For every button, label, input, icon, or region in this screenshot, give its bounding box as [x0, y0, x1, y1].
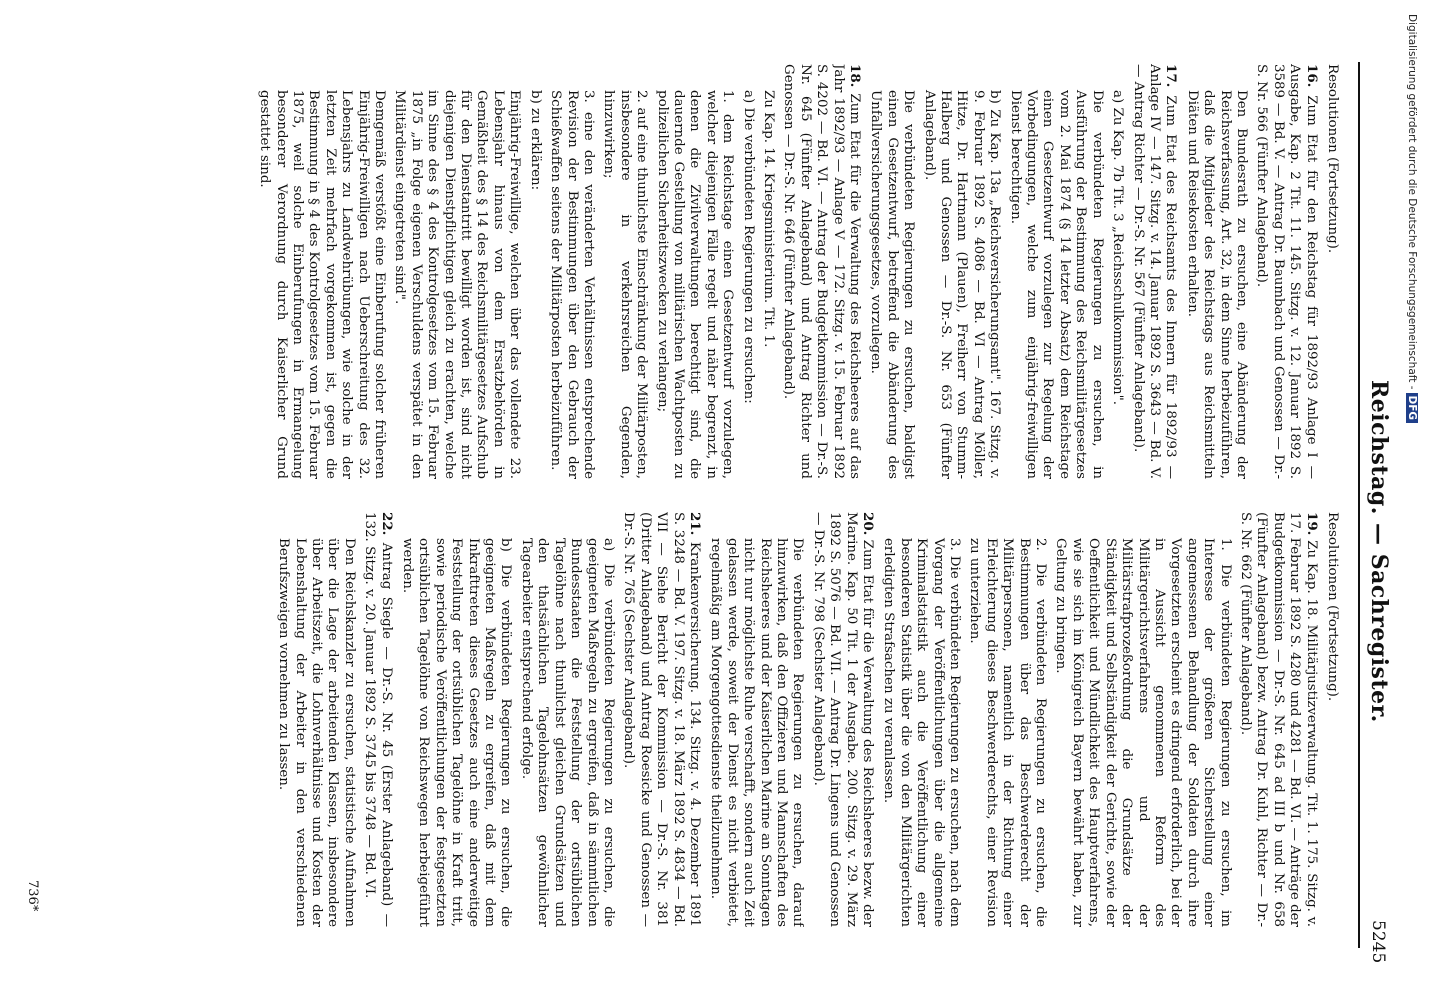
text-paragraph	[256, 90, 387, 479]
paragraph-text: Krankenversicherung. 134. Sitzg. v. 4. Dezember 1891 S. 3248 — Bd. V. 197. Sitzg. v. 18. März 1892 S. 4834 — Bd. VII — Siehe Bericht der Kommission — Dr.-S. Nr. 381 (Dritter Anlageband) und Antrag Roesicke und Genossen — Dr.-S. Nr. 765 (Sechster Anlageband).	[621, 512, 702, 927]
paragraph-text: Zum Etat für die Verwaltung des Reichsheeres auf das Jahr 1892/93 — Anlage V — 172. Sitzg. v. 15. Februar 1892 S. 4202 — Bd. VI. — Antrag der Budgetkommission — Dr.-S. Nr. 645 (Fünfter Anlageband) und Antrag Richter und Genossen — Dr.-S. Nr. 646 (Fünfter Anlageband).	[781, 64, 863, 479]
paragraph-text: Den Reichskanzler zu ersuchen, statistische Aufnahmen über die Lage der arbeitenden Klassen, insbesondere über Arbeitszeit, die Lohnverhältnisse und Kosten der Lebenshaltung der Arbeiter in den verschiedenen Berufszweigen vornehmen zu lassen.	[276, 538, 357, 927]
paragraph-text: a) Die verbündeten Regierungen zu ersuchen:	[740, 90, 756, 404]
paragraph-text: 3. Die verbündeten Regierungen zu ersuchen, nach dem Vorgang der Veröffentlichungen über die allgemeine Kriminalstatistik auch die Veröffentlichung einer besonderen Statistik über die von den Militärgerichten erledigten Strafsachen zu veranlassen.	[881, 538, 963, 927]
item-number: 22.	[378, 512, 395, 536]
text-paragraph	[547, 90, 596, 479]
text-paragraph	[1006, 90, 1104, 479]
paragraph-text: Antrag Siegle — Dr.-S. Nr. 45 (Erster Anlageband) — 132. Sitzg. v. 20. Januar 1892 S. 3745 bis 3748 — Bd. VI.	[362, 512, 394, 927]
text-paragraph	[600, 90, 649, 479]
text-paragraph	[1324, 512, 1340, 927]
paragraph-text: 2. auf eine thunlichste Einschränkung der Militärposten, insbesondere in verkehrsreichen Gegenden, hinzuwirken;	[601, 90, 650, 479]
text-paragraph	[920, 90, 1002, 479]
signature-mark: 736*	[25, 880, 40, 912]
paragraph-text: b) zu erklären:	[527, 90, 543, 191]
paragraph-text: Demgemäß verstößt eine Einberufung solcher früheren Einjährig-Freiwilligen nach Ueberschreitung des 32. Lebensjahrs zu Landwehrübungen, wie solche in der letzten Zeit mehrfach vorgekommen ist, gegen die Bestimmung in § 4 des Kontrolgesetzes vom 15. Februar 1875, weil solche Einberufungen in Ermangelung besonderer Verordnung durch Kaiserlicher Grund gestattet sind.	[257, 90, 388, 479]
item-number: 20.	[860, 512, 877, 536]
item-number: 19.	[1303, 512, 1320, 536]
text-paragraph	[1052, 538, 1232, 927]
paragraph-text: Den Bundesrath zu ersuchen, eine Abänderung der Reichsverfassung, Art. 32, in dem Sinne herbeizuführen, daß die Mitglieder des Reichstags aus Reichsmitteln Diäten und Reisekosten erhalten.	[1184, 90, 1249, 479]
text-paragraph	[275, 538, 357, 927]
page-header: Reichstag. — Sachregister.	[1366, 380, 1392, 723]
paragraph-text: Einjährig-Freiwillige, welchen über das vollendete 23. Lebensjahr hinaus von dem Ersatzbehörden in Gemäßheit des § 14 des Reichsmilitärgesetzes Aufschub für den Dienstantritt bewilligt worden ist, sind nicht diejenigen Dienstpflichtigen gleich zu erachten, welche im Sinne des § 4 des Kontrolgesetzes vom 15. Februar 1875 „in Folge eigenen Verschuldens verspätet in den Militärdienst eingetreten sind".	[392, 90, 523, 479]
item-number: 18.	[847, 64, 864, 88]
text-paragraph	[867, 90, 916, 479]
page-number: 5245	[1368, 920, 1388, 964]
paragraph-text: 3. eine den veränderten Verhältnissen entsprechende Revision der Bestimmungen über den Gebrauch der Schießwaffen seitens der Militärposten herbeizuführen.	[548, 90, 596, 479]
paragraph-text: Zum Etat für die Verwaltung des Reichsheeres bezw. der Marine. Kap. 50 Tit. 1 der Ausgabe. 200. Sitzg. v. 29. März 1892 S. 5076 — Bd. VII. — Antrag Dr. Lingens und Genossen — Dr.-S. Nr. 798 (Sechster Anlageband).	[810, 512, 876, 927]
paragraph-text: b) Zu Kap. 13a „Reichsversicherungsamt". 167. Sitzg. v. 9. Februar 1892 S. 4086 — Bd. VI — Antrag Möller, Hitze, Dr. Hartmann (Plauen), Freiherr von Stumm-Halberg und Genossen — Dr.-S. Nr. 653 (Fünfter Anlageband).	[921, 90, 1003, 479]
left-column	[125, 64, 1340, 479]
paragraph-text: Zum Etat des Reichsamts des Innern für 1892/93 — Anlage IV — 147. Sitzg. v. 14. Januar 1892 S. 3643 — Bd. V. — Antrag Richter — Dr.-S. Nr. 567 (Fünfter Anlageband).	[1130, 64, 1179, 479]
paragraph-text: a) Die verbündeten Regierungen zu ersuchen, die geeigneten Maßregeln zu ergreifen, daß in sämmtlichen Bundesstaaten die Feststellung der ortsüblichen Tagelöhne nach thunlichst gleichen Grundsätzen und den thatsächlichen Tagelohnsätzen gewöhnlicher Tagearbeiter entsprechend erfolge.	[518, 538, 616, 927]
text-paragraph	[1237, 512, 1320, 927]
text-paragraph	[739, 90, 755, 479]
text-paragraph	[1324, 64, 1340, 479]
paragraph-text: Resolutionen (Fortsetzung).	[1325, 512, 1340, 702]
text-paragraph	[1129, 64, 1179, 479]
paragraph-text: 2. Die verbündeten Regierungen zu ersuchen, die Bestimmungen über das Beschwerderecht der Militärpersonen, namentlich in der Richtung einer Erleichterung dieses Beschwerderechts, einer Revision zu unterziehen.	[967, 538, 1049, 927]
paragraph-text: Die verbündeten Regierungen zu ersuchen, in Ausführung der Bestimmung des Reichsmilitärgesetzes vom 2. Mai 1874 (§ 14 letzter Absatz) dem Reichstage einen Gesetzentwurf vorzulegen zur Regelung der Vorbedingungen, welche zum einjährig-freiwilligen Dienst berechtigen.	[1007, 90, 1105, 479]
text-paragraph	[399, 538, 514, 927]
text-paragraph	[620, 512, 703, 927]
header-rule	[1358, 62, 1360, 948]
paragraph-text: b) Die verbündeten Regierungen zu ersuchen, die geeigneten Maßregeln zu ergreifen, daß mit dem Inkrafttreten dieses Gesetzes auch eine anderweitige Feststellung der ortsüblichen Tagelöhne in Kraft tritt, sowie periodische Veröffentlichungen der festgesetzten ortsüblichen Tagelöhne von Reichswegen herbeigeführt werden.	[400, 538, 514, 927]
item-number: 21.	[686, 512, 703, 536]
text-paragraph	[760, 90, 776, 479]
text-paragraph	[1183, 90, 1249, 479]
text-paragraph	[780, 64, 863, 479]
text-paragraph	[707, 538, 805, 927]
item-number: 17.	[1163, 64, 1180, 88]
paragraph-text: 1. Die verbündeten Regierungen zu ersuchen, im Interesse der größeren Sicherstellung einer angemessenen Behandlung der Soldaten durch ihre Vorgesetzten erscheint es dringend erforderlich, bei der in Aussicht genommenen Reform des Militärgerichtsverfahrens und der Militärstrafprozeßordnung die Grundsätze der Ständigkeit und Selbständigkeit der Gerichte, sowie der Oeffentlichkeit und Mündlichkeit des Hauptverfahrens, wie sie sich im Königreich Bayern bewährt haben, zur Geltung zu bringen.	[1053, 538, 1233, 927]
text-paragraph	[1253, 64, 1320, 479]
text-paragraph	[653, 90, 735, 479]
text-paragraph	[526, 90, 542, 479]
text-paragraph	[391, 90, 522, 479]
text-paragraph	[809, 512, 876, 927]
paragraph-text: Die verbündeten Regierungen zu ersuchen, baldigst einen Gesetzentwurf, betreffend die Abänderung des Unfallversicherungsgesetzes, vorzulegen.	[868, 90, 917, 479]
paragraph-text: Resolutionen (Fortsetzung).	[1325, 64, 1340, 254]
text-paragraph	[966, 538, 1048, 927]
paragraph-text: Die verbündeten Regierungen zu ersuchen, darauf hinzuwirken, daß den Offizieren und Mannschaften des Reichsheeres und der Kaiserlichen Marine an Sonntagen nicht nur möglichste Ruhe verschafft, sondern auch Zeit gelassen werde, soweit der Dienst es nicht verbietet, regelmäßig am Morgengottesdienste theilzunehmen.	[708, 538, 806, 927]
right-column	[125, 512, 1340, 927]
paragraph-text: Zu Kap. 14. Kriegsministerium. Tit. 1.	[761, 90, 776, 348]
text-paragraph	[880, 538, 962, 927]
text-paragraph	[518, 538, 616, 927]
paragraph-text: Zum Etat für den Reichstag für 1892/93 Anlage I — Ausgabe, Kap. 2 Tit. 11. 145. Sitzg. v. 12. Januar 1892 S. 3589 — Bd. V. — Antrag Dr. Baumbach und Genossen — Dr.-S. Nr. 566 (Fünfter Anlageband).	[1254, 64, 1319, 479]
digitization-text: Digitalisierung gefördert durch die Deutsche Forschungsgemeinschaft -	[1406, 14, 1418, 390]
dfg-logo: DFG	[1406, 393, 1418, 424]
paragraph-text: Zu Kap. 18. Militärjustizverwaltung. Tit. 1. 175. Sitzg. v. 17. Februar 1892 S. 4280 und 4281 — Bd. VI. — Anträge der Budgetkommission — Dr.-S. Nr. 645 ad III b und Nr. 658 (Fünfter Anlageband) bezw. Antrag Dr. Kuhl, Richter — Dr.-S. Nr. 662 (Fünfter Anlageband).	[1237, 512, 1319, 927]
text-paragraph	[361, 512, 395, 927]
paragraph-text: 1. dem Reichstage einen Gesetzentwurf vorzulegen, welcher diejenigen Fälle regelt und näher begrenzt, in denen die Zivilverwaltungen berechtigt sind, die dauernde Gestellung von militärischen Wachtposten zu polizeilichen Sicherheitszwecken zu verlangen;	[654, 90, 736, 479]
item-number: 16.	[1303, 64, 1320, 88]
digitization-note	[1406, 14, 1418, 423]
text-paragraph	[1109, 90, 1125, 479]
paragraph-text: a) Zu Kap. 7b Tit. 3 „Reichsschulkommission".	[1110, 90, 1126, 406]
